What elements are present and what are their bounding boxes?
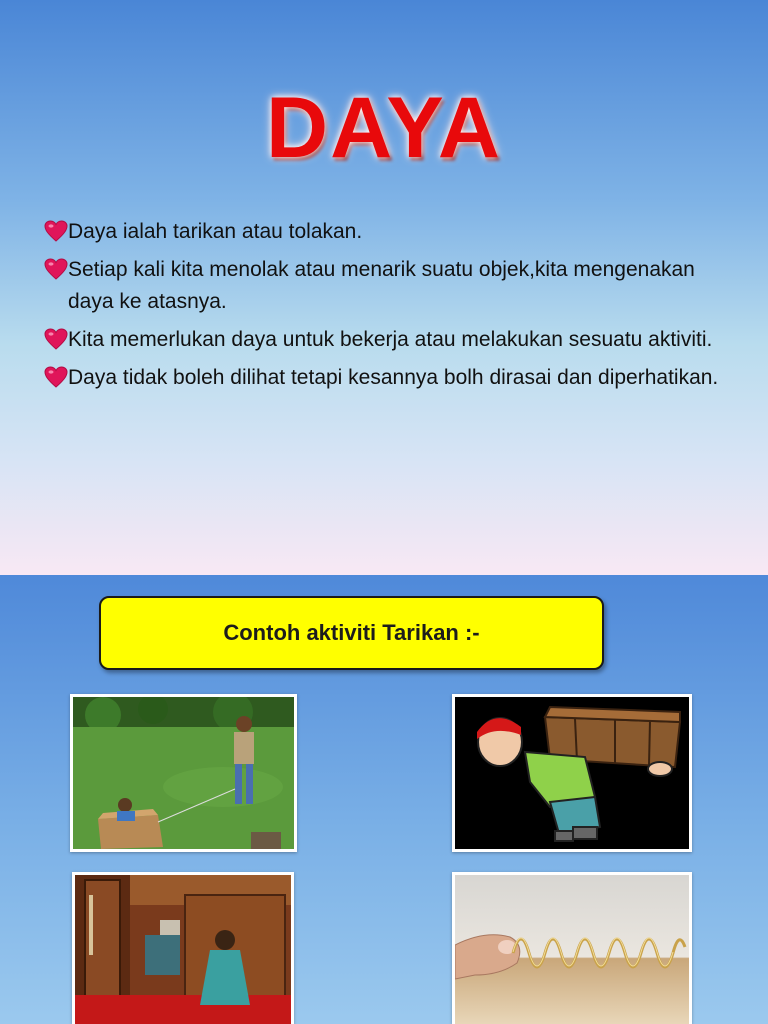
heart-icon (44, 328, 68, 350)
bullet-text: Daya ialah tarikan atau tolakan. (68, 220, 363, 243)
bullet-text: Kita memerlukan daya untuk bekerja atau melakukan sesuatu aktiviti. (68, 328, 713, 351)
bullet-item (44, 324, 734, 356)
slide-title: DAYA (266, 80, 502, 176)
bullet-item (44, 362, 734, 394)
tarikan-banner (99, 596, 604, 670)
bullet-text: Daya tidak boleh dilihat tetapi kesannya bolh dirasai dan diperhatikan. (68, 366, 719, 389)
bullet-item (44, 254, 734, 318)
heart-icon (44, 220, 68, 242)
spring-stretch-photo (452, 872, 692, 1024)
heart-icon (44, 366, 68, 388)
bullet-item (44, 216, 734, 248)
child-pulling-door-photo (72, 872, 294, 1024)
banner-label: Contoh aktiviti Tarikan :- (223, 620, 480, 645)
heart-icon (44, 258, 68, 280)
bullet-list (44, 216, 734, 400)
bullet-text: Setiap kali kita menolak atau menarik suatu objek,kita mengenakan daya ke atasnya. (68, 258, 695, 313)
children-pulling-box-photo (70, 694, 297, 852)
man-carrying-crate-cartoon (452, 694, 692, 852)
